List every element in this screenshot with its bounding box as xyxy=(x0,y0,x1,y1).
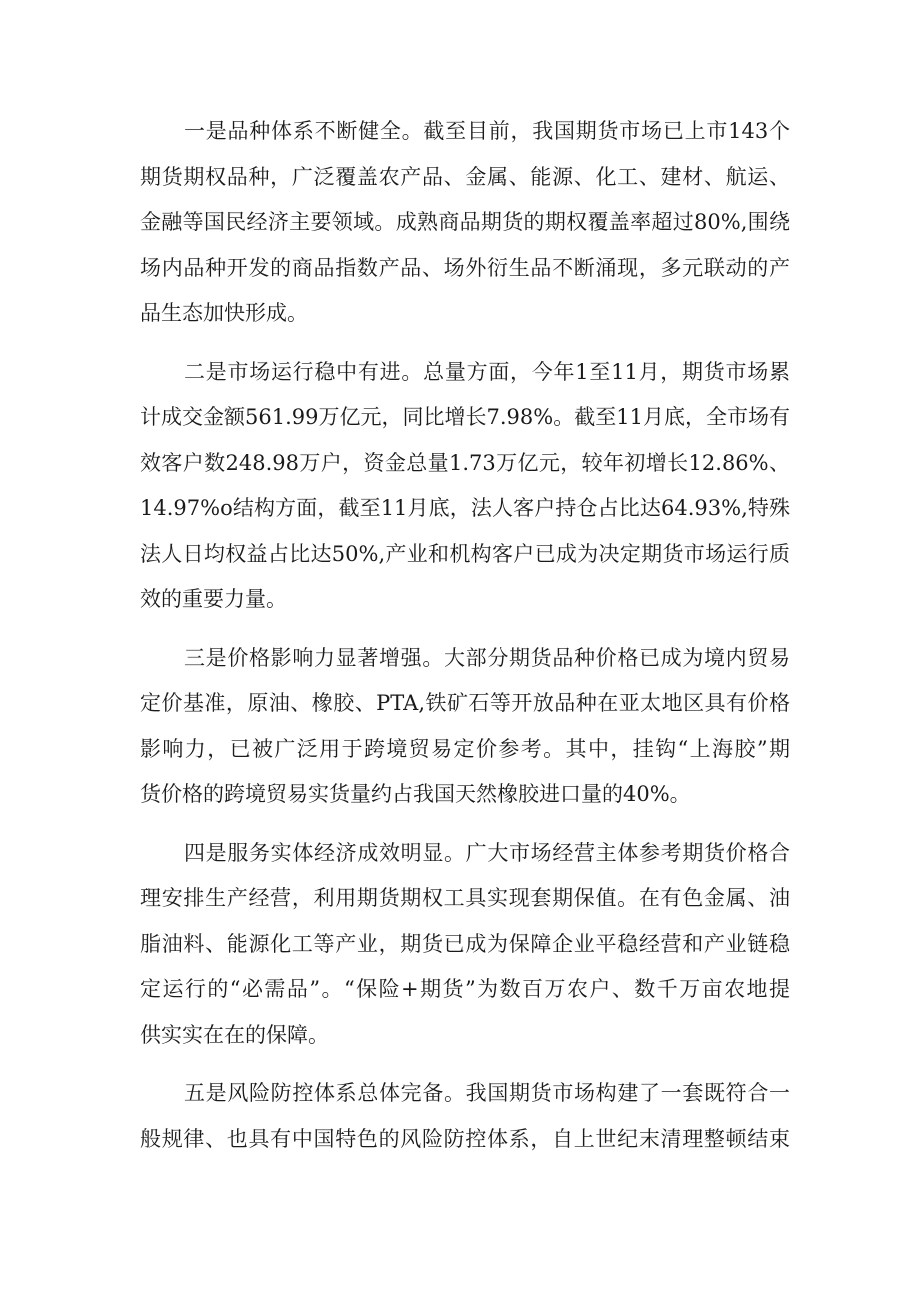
paragraph-variety-system xyxy=(140,109,790,337)
text-line: 法人日均权益占比达50%,产业和机构客户已成为决定期货市场运行质 xyxy=(140,541,790,566)
text-line: 供实实在在的保障。 xyxy=(140,1022,329,1047)
text-line: 般规律、也具有中国特色的风险防控体系，自上世纪末清理整顿结束 xyxy=(140,1126,790,1151)
paragraph-real-economy xyxy=(140,831,790,1059)
text-line: 场内品种开发的商品指数产品、场外衍生品不断涌现，多元联动的产 xyxy=(140,255,790,280)
text-line: 品生态加快形成。 xyxy=(140,301,308,325)
paragraph-market-operation xyxy=(140,350,790,623)
text-line: 三是价格影响力显著增强。大部分期货品种价格已成为境内贸易 xyxy=(184,645,790,670)
text-line: 理安排生产经营，利用期货期权工具实现套期保值。在有色金属、油 xyxy=(140,886,790,910)
text-line: 脂油料、能源化工等产业，期货已成为保障企业平稳经营和产业链稳 xyxy=(140,931,790,956)
text-line: 一是品种体系不断健全。截至目前，我国期货市场已上市143个 xyxy=(184,119,790,143)
text-line: 计成交金额561.99万亿元，同比增长7.98%。截至11月底，全市场有 xyxy=(140,405,790,429)
text-line: 影响力，已被广泛用于跨境贸易定价参考。其中，挂钩“上海胶”期 xyxy=(140,736,790,761)
text-line: 四是服务实体经济成效明显。广大市场经营主体参考期货价格合 xyxy=(184,840,790,865)
text-line: 二是市场运行稳中有进。总量方面，今年1至11月，期货市场累 xyxy=(184,359,790,384)
text-line: 期货期权品种，广泛覆盖农产品、金属、能源、化工、建材、航运、 xyxy=(140,164,790,189)
text-line: 效的重要力量。 xyxy=(140,587,287,611)
text-line: 货价格的跨境贸易实货量约占我国天然橡胶进口量的40%。 xyxy=(140,782,691,806)
text-line: 定价基准，原油、橡胶、PTA,铁矿石等开放品种在亚太地区具有价格 xyxy=(140,691,790,715)
paragraph-price-influence xyxy=(140,636,790,818)
text-line: 效客户数248.98万户，资金总量1.73万亿元，较年初增长12.86%、 xyxy=(140,450,790,475)
text-line: 金融等国民经济主要领域。成熟商品期货的期权覆盖率超过80%,围绕 xyxy=(140,210,790,234)
text-line: 定运行的“必需品”。“保险+期货”为数百万农户、数千万亩农地提 xyxy=(140,977,790,1001)
text-line: 14.97%o结构方面，截至11月底，法人客户持仓占比达64.93%,特殊 xyxy=(140,496,790,520)
document-body xyxy=(140,109,790,1175)
text-line: 五是风险防控体系总体完备。我国期货市场构建了一套既符合一 xyxy=(184,1081,790,1105)
paragraph-risk-control xyxy=(140,1071,790,1162)
